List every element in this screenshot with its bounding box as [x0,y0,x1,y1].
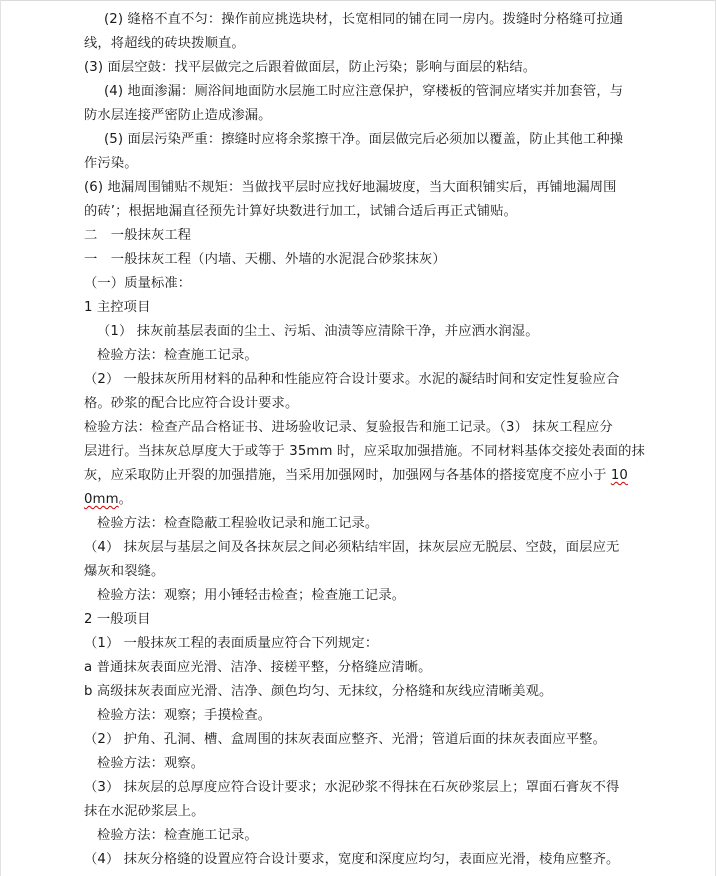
text-segment: 。 [118,492,133,507]
page-top-border [0,0,716,1]
text-line: （一）质量标准： [84,276,192,291]
text-line: (5) 面层污染严重：擦缝时应将余浆擦干净。面层做完后必须加以覆盖，防止其他工种操 [104,132,624,147]
text-line: 线，将超线的砖块拨顺直。 [84,36,245,51]
text-line: 检验方法：检查隐蔽工程验收记录和施工记录。 [97,516,379,531]
spellcheck-marked-text: 0mm [84,492,119,507]
text-line: 检验方法：观察。 [97,756,205,771]
text-line: 作污染。 [84,156,138,171]
text-line: (2) 缝格不直不匀：操作前应挑选块材，长宽相同的铺在同一房内。拨缝时分格缝可拉通 [104,12,624,27]
text-line: 二 一般抹灰工程 [84,228,192,243]
text-line: 的砖’；根据地漏直径预先计算好块数进行加工，试铺合适后再正式铺贴。 [84,204,518,219]
text-line: 抹在水泥砂浆层上。 [84,804,205,819]
text-line: 格。砂浆的配合比应符合设计要求。 [84,396,299,411]
text-line: （2） 一般抹灰所用材料的品种和性能应符合设计要求。水泥的凝结时间和安定性复验应合 [84,372,620,387]
text-line: 2 一般项目 [84,612,151,627]
document-body [84,8,664,872]
text-line: 防水层连接严密防止造成渗漏。 [84,108,272,123]
text-line: (4) 地面渗漏：厕浴间地面防水层施工时应注意保护，穿楼板的管洞应堵实并加套管，与 [104,84,624,99]
text-line: 检验方法：检查施工记录。 [97,348,258,363]
text-line: a 普通抹灰表面应光滑、洁净、接槎平整，分格缝应清晰。 [84,660,432,675]
text-line: 一 一般抹灰工程（内墙、天棚、外墙的水泥混合砂浆抹灰） [84,252,446,267]
text-line [84,488,664,512]
text-line: 1 主控项目 [84,300,151,315]
text-line: （4） 抹灰层与基层之间及各抹灰层之间必须粘结牢固，抹灰层应无脱层、空鼓，面层应无 [84,540,620,555]
text-line: 层进行。当抹灰总厚度大于或等于 35mm 时，应采取加强措施。不同材料基体交接处表面的抹 [84,444,645,459]
text-line: 检验方法：检查产品合格证书、进场验收记录、复验报告和施工记录。（3） 抹灰工程应分 [84,420,613,435]
text-line: (3) 面层空鼓：找平层做完之后跟着做面层，防止污染；影响与面层的粘结。 [84,60,537,75]
text-line: （2） 护角、孔洞、槽、盒周围的抹灰表面应整齐、光滑；管道后面的抹灰表面应平整。 [84,732,606,747]
text-line: （1） 抹灰前基层表面的尘土、污垢、油渍等应清除干净，并应洒水润湿。 [97,324,539,339]
text-line: 爆灰和裂缝。 [84,564,165,579]
text-line: 检验方法：观察；用小锤轻击检查；检查施工记录。 [97,588,406,603]
text-line: 检验方法：检查施工记录。 [97,828,258,843]
text-line: （3） 抹灰层的总厚度应符合设计要求；水泥砂浆不得抹在石灰砂浆层上；罩面石膏灰不得 [84,780,620,795]
text-line: (6) 地漏周围铺贴不规矩：当做找平层时应找好地漏坡度，当大面积铺实后，再铺地漏周围 [84,180,617,195]
text-line [84,464,664,488]
spellcheck-marked-text: 10 [610,468,628,483]
text-line: （1） 一般抹灰工程的表面质量应符合下列规定： [84,636,379,651]
page-left-border [0,0,1,876]
text-line: （4） 抹灰分格缝的设置应符合设计要求，宽度和深度应均匀，表面应光滑，棱角应整齐。 [84,852,620,867]
text-line: 检验方法：观察；手摸检查。 [97,708,272,723]
text-segment: 灰，应采取防止开裂的加强措施，当采用加强网时，加强网与各基体的搭接宽度不应小于 [84,468,611,483]
text-line: b 高级抹灰表面应光滑、洁净、颜色均匀、无抹纹，分格缝和灰线应清晰美观。 [84,684,553,699]
